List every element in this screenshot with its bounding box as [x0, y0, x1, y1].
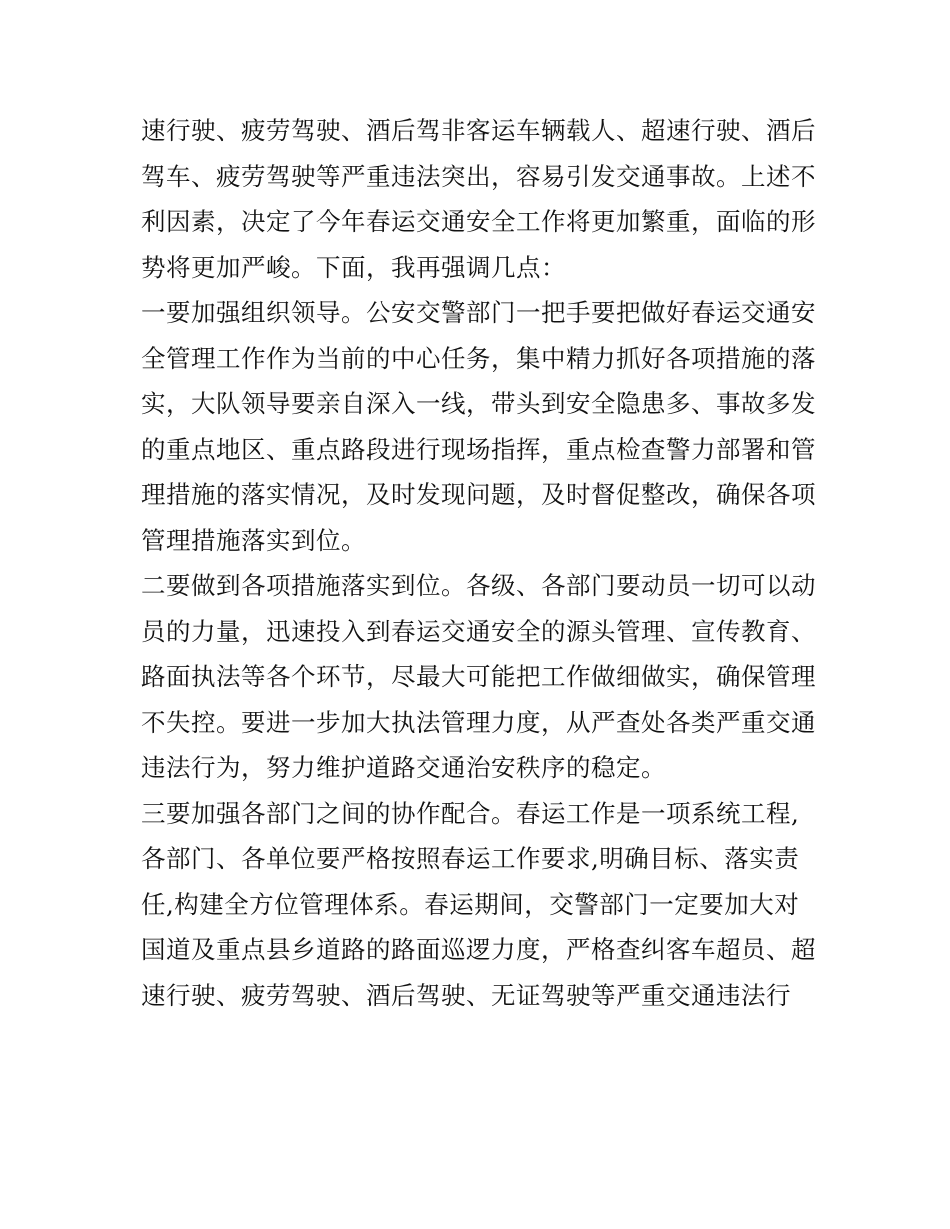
text-line: 违法行为，努力维护道路交通治安秩序的稳定。 — [141, 753, 666, 782]
text-line: 国道及重点县乡道路的路面巡逻力度，严格查纠客车超员、超 — [141, 935, 816, 964]
text-line: 员的力量，迅速投入到春运交通安全的源头管理、宣传教育、 — [141, 616, 816, 646]
text-line: 速行驶、疲劳驾驶、酒后驾驶、无证驾驶等严重交通违法行 — [141, 980, 791, 1010]
text-line: 各部门、各单位要严格按照春运工作要求,明确目标、落实责 — [141, 844, 800, 873]
text-line: 路面执法等各个环节，尽最大可能把工作做细做实，确保管理 — [141, 662, 816, 691]
text-line: 理措施的落实情况，及时发现问题，及时督促整改，确保各项 — [141, 480, 816, 509]
text-line: 全管理工作作为当前的中心任务，集中精力抓好各项措施的落 — [141, 343, 816, 373]
text-line: 势将更加严峻。下面，我再强调几点： — [141, 252, 566, 282]
text-line: 利因素，决定了今年春运交通安全工作将更加繁重，面临的形 — [141, 207, 816, 236]
text-line: 速行驶、疲劳驾驶、酒后驾非客运车辆载人、超速行驶、酒后 — [141, 116, 816, 145]
text-line: 驾车、疲劳驾驶等严重违法突出，容易引发交通事故。上述不 — [141, 161, 816, 191]
text-line: 管理措施落实到位。 — [141, 525, 366, 555]
text-line: 一要加强组织领导。公安交警部门一把手要把做好春运交通安 — [141, 298, 816, 327]
body-text — [141, 108, 821, 1018]
text-line: 不失控。要进一步加大执法管理力度，从严查处各类严重交通 — [141, 707, 816, 737]
text-line: 任,构建全方位管理体系。春运期间，交警部门一定要加大对 — [141, 889, 800, 919]
text-line: 的重点地区、重点路段进行现场指挥，重点检查警力部署和管 — [141, 434, 816, 464]
text-line: 二要做到各项措施落实到位。各级、各部门要动员一切可以动 — [141, 571, 816, 600]
text-line: 三要加强各部门之间的协作配合。春运工作是一项系统工程, — [141, 798, 800, 828]
text-line: 实，大队领导要亲自深入一线，带头到安全隐患多、事故多发 — [141, 389, 816, 418]
